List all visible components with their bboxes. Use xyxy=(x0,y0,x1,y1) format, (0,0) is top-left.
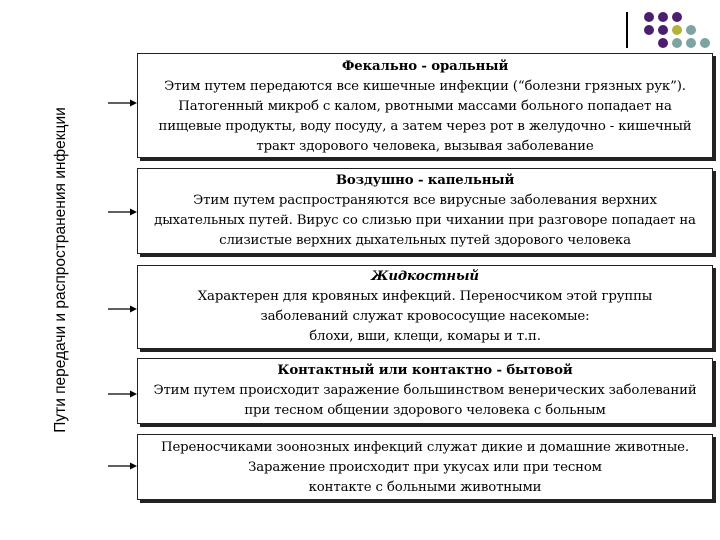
dot-icon xyxy=(658,38,668,48)
dot-icon xyxy=(686,38,696,48)
dot-icon xyxy=(644,12,654,22)
route-text-line: тракт здорового человека, вызывая заболевание xyxy=(256,139,594,154)
route-title: Воздушно - капельный xyxy=(335,173,515,188)
side-title: Пути передачи и распространения инфекции xyxy=(52,107,69,433)
route-box-zoonotic xyxy=(137,434,713,500)
route-box-liquid xyxy=(137,265,713,349)
route-text-line: Патогенный микроб с калом, рвотными массами больного попадает на xyxy=(178,99,672,114)
arrow-right-icon xyxy=(108,207,138,217)
dot-icon xyxy=(644,25,654,35)
route-text-line: Этим путем передаются все кишечные инфекции (“болезни грязных рук”). xyxy=(164,79,686,94)
dot-icon xyxy=(700,38,710,48)
route-text-line: Заражение происходит при укусах или при тесном xyxy=(248,460,602,475)
arrow-right-icon xyxy=(108,461,138,471)
route-text-line: контакте с больными животными xyxy=(308,480,542,495)
route-title: Жидкостный xyxy=(371,269,479,284)
arrow-right-icon xyxy=(108,389,138,399)
arrow-right-icon xyxy=(108,98,138,108)
dot-icon xyxy=(658,25,668,35)
route-text-line: дыхательных путей. Вирус со слизью при чихании при разговоре попадает на xyxy=(154,213,696,228)
arrow-right-icon xyxy=(108,304,138,314)
route-text-line: Этим путем происходит заражение большинством венерических заболеваний xyxy=(153,383,697,398)
dot-icon xyxy=(672,12,682,22)
corner-divider xyxy=(626,12,628,48)
route-box-airborne xyxy=(137,168,713,254)
decorative-dots xyxy=(640,10,710,50)
dot-icon xyxy=(672,25,682,35)
route-box-contact xyxy=(137,358,713,424)
route-text-line: при тесном общении здорового человека с больным xyxy=(244,403,606,418)
route-text-line: заболеваний служат кровососущие насекомые: xyxy=(260,309,590,324)
dot-icon xyxy=(672,38,682,48)
route-text-line: Переносчиками зоонозных инфекций служат дикие и домашние животные. xyxy=(161,440,689,455)
route-text-line: блохи, вши, клещи, комары и т.п. xyxy=(309,329,541,344)
dot-icon xyxy=(686,25,696,35)
route-title: Фекально - оральный xyxy=(341,59,509,74)
route-text-line: Характерен для кровяных инфекций. Переносчиком этой группы xyxy=(197,289,653,304)
route-text-line: слизистые верхних дыхательных путей здорового человека xyxy=(219,233,631,248)
route-text-line: пищевые продукты, воду посуду, а затем через рот в желудочно - кишечный xyxy=(158,119,692,134)
dot-icon xyxy=(658,12,668,22)
route-text-line: Этим путем распространяются все вирусные заболевания верхних xyxy=(193,193,657,208)
route-box-fecal-oral xyxy=(137,53,713,158)
route-title: Контактный или контактно - бытовой xyxy=(277,363,573,378)
